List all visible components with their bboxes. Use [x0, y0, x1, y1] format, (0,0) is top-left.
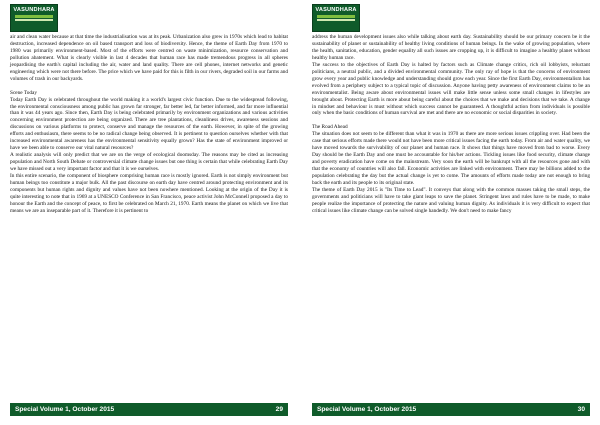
vasundhara-logo [312, 4, 360, 32]
section-heading: The Road Ahead [312, 124, 348, 131]
paragraph: address the human development issues also while talking about earth day. Sustainability should be our primary concern be it the sustainability of planet or sustainability of healthy living conditions of human beings. In the wake of growing population, where the health, sanitation, education, gender equality all such issues are cropping up, it is difficult to imagine a healthy planet without healthy human race. [312, 34, 590, 61]
left-page-footer [10, 403, 288, 416]
paragraph: In this entire scenario, the component of biosphere comprising human race is mostly ignored. Earth is not simply environment but human beings too constitute a major bulk. All the past discourse on earth day have centred around protecting environment and its components but human rights and dignity and values have not been nowhere mentioned. Looking at the origin of the Day it is quite interesting to note that in 1969 at a UNESCO Conference in San Francisco, peace activist John McConnell proposed a day to honour the Earth and the concept of peace, to first be celebrated on March 21, 1970. Earth means the planet on which we live that means we are an inseparable part of it. Therefore it is pertinent to [10, 173, 288, 214]
page-number: 30 [577, 406, 585, 413]
right-page-body [312, 34, 590, 215]
logo-stripe [15, 15, 53, 18]
logo-stripe [317, 15, 355, 18]
logo-text: VASUNDHARA [13, 7, 55, 13]
section-heading: Scene Today [10, 89, 38, 96]
logo-stripe-light [317, 19, 355, 21]
paragraph-gap [312, 117, 590, 124]
left-page-header [10, 4, 58, 32]
paragraph: air and clean water because at that time the industrialisation was at its peak. Urbanization also grew in 1970s which lead to habitat destruction, increased dependence on oil based transport and loss of biodiversity. Hence, the theme of Earth Day from 1970 to 1980 was primarily environment-based. Most of the efforts were centred on waste minimization, resource conservation and pollution abatement. What is clearly visible in last 4 decades that human race has made tremendous progress in all spheres jeopardising the earth's capital including the air, water and land quality. There are cell phones, internet networks and genetic engineering which were not there before. The price which we have paid for this is filth in our rivers, degraded soil in our farms and volumes of trash in our backyards. [10, 34, 288, 82]
footer-title: Special Volume 1, October 2015 [317, 406, 417, 413]
logo-text: VASUNDHARA [315, 7, 357, 13]
vasundhara-logo [10, 4, 58, 32]
paragraph: The situation does not seem to be different than what it was in 1970 as there are more serious issues crippling over. Had been the case that serious efforts made there would not have been more critical issues facing the earth today. From air and water quality, we have moved towards the survivability of our planet and human race. It shows that things have moved from bad to worse. Every Day should be the Earth Day and one must be accountable for his/her actions. Tickling issues like food security, climate change and poverty eradication have come on the mainstream. Very soon the earth will be bankrupt with all the resources gone and with that the economy of countries will also fall. Economic activities are linked with environment. There may be billions added to the population celebrating the day but the actual change is yet to come. The amounts of efforts made today are not enough to bring back the earth and its people to its original state. [312, 131, 590, 186]
left-page-body [10, 34, 288, 215]
left-page [10, 0, 288, 425]
paragraph: The theme of Earth Day 2015 is "Its Time to Lead". It conveys that along with the common masses taking the small steps, the governments and politicians will have to take giant leaps to save the planet. Stringent laws and rules have to be made, to make people realize the importance of protecting the nature and valuing human dignity. As individuals it is very difficult to expect that critical issues like climate change can be solved single handedly. We don't need to make fancy [312, 186, 590, 214]
footer-title: Special Volume 1, October 2015 [15, 406, 115, 413]
paragraph: Today Earth Day is celebrated throughout the world making it a world's largest civic function. Due to the widespread following, the environmental consciousness among public has grown far stronger, far better led, far better informed, and far more influential than it was 44 years ago. Since then, Earth Day is being celebrated primarily by environment organizations and various activities concerning environment protection are being organized. There are tree plantations, cleanliness drives, awareness sessions and discussions on various platforms to protect, conserve and manage the resources of the earth. However, in spite of the growing efforts and enthusiasm, there seems to be no radical change being observed. It is pertinent to question ourselves whether with that increased environmental awareness has the environmental sensitivity equally grown? Has the state of environment improved or have we been able to conserve our vital natural resources? [10, 96, 288, 152]
logo-stripe-light [15, 19, 53, 21]
paragraph: The success to the objectives of Earth Day is halted by factors such as Climate change critics, rich oil lobbyists, reluctant politicians, a neutral public, and a divided environmental community. The only ray of hope is that the concerns of environment grow every year and public knowledge and understanding should grow each year. Since the first Earth Day, environmentalism has evolved from a periphery subject to a typical topic of discussion. Anyone having petty awareness of environment claims to be an environmentalist. Being aware about environmental issues will make little sense unless some small changes in lifestyles are brought about. Protecting Earth is more about being careful about the choices that we make and decisions that we take. A change in mindset and behaviour is must without which success cannot be guaranteed. A thoughtful action from individuals is possible only when the basic conditions of human survival are met and there are no economic or social disparities in society. [312, 61, 590, 117]
paragraph: A realistic analysis will only predict that we are on the verge of ecological doomsday. The reasons may be cited as increasing population and North South Debate or controversial climate change issues but one thing is certain that while celebrating Earth Day we have missed out a very important factor and that it is we ourselves. [10, 152, 288, 173]
right-page-footer [312, 403, 590, 416]
paragraph-gap [10, 83, 288, 90]
right-page-header [312, 4, 360, 32]
page-number: 29 [275, 406, 283, 413]
right-page [312, 0, 590, 425]
